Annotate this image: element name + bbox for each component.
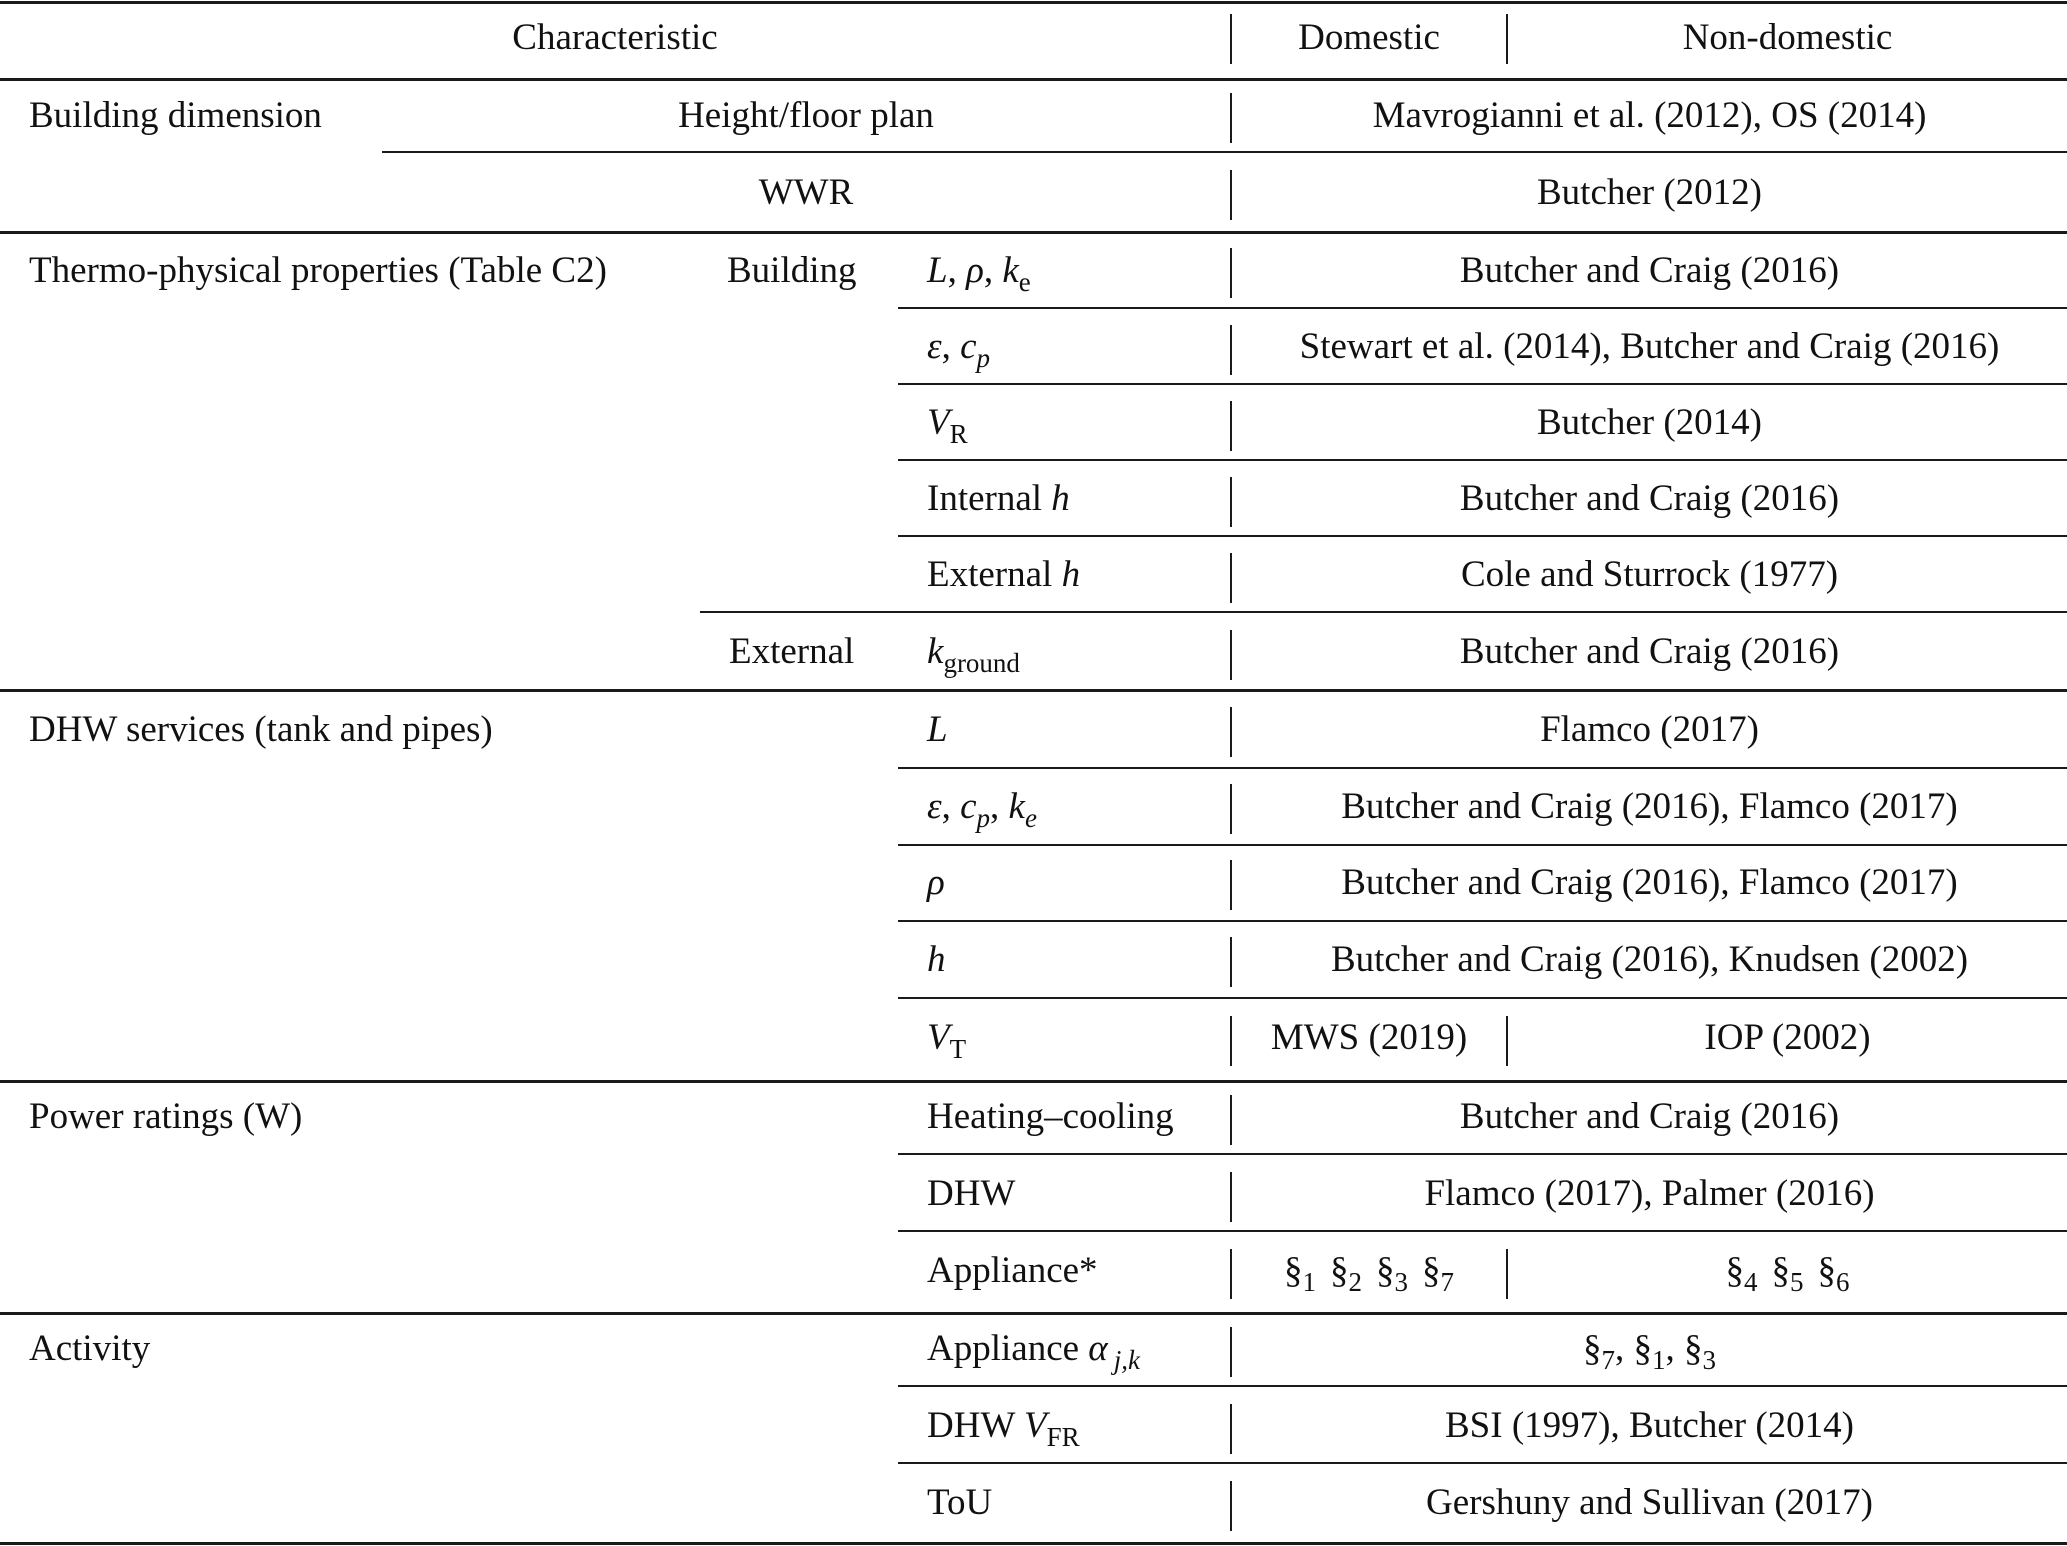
rule <box>382 151 2067 153</box>
source-k-ground: Butcher and Craig (2016) <box>1459 631 1840 672</box>
source-dhw-vfr: BSI (1997), Butcher (2014) <box>1445 1405 1854 1446</box>
param-dhw-eps-cp-ke <box>927 785 1037 833</box>
source-dhw-vt-non-domestic: IOP (2002) <box>1704 1017 1871 1058</box>
source-appliance-domestic <box>1232 1249 1506 1297</box>
section-number: 5 <box>1790 1267 1804 1297</box>
header-characteristic: Characteristic <box>512 17 718 58</box>
source-heating-cooling: Butcher and Craig (2016) <box>1459 1096 1840 1137</box>
rule <box>898 1385 2067 1387</box>
param-dhw-l <box>927 708 948 752</box>
group-activity: Activity <box>29 1328 151 1369</box>
section-ref <box>1376 1250 1408 1297</box>
section-ref <box>1284 1250 1316 1297</box>
rule <box>898 1462 2067 1464</box>
source-appliance-alpha <box>1232 1327 2067 1375</box>
source-dhw-h: Butcher and Craig (2016), Knudsen (2002) <box>1330 939 1969 980</box>
symbol: L <box>927 250 948 291</box>
rule-section <box>0 689 2067 692</box>
section-number: 3 <box>1394 1267 1408 1297</box>
rule-top <box>0 1 2067 4</box>
section-sign: § <box>1771 1250 1790 1291</box>
section-number: 6 <box>1836 1267 1850 1297</box>
source-appliance-non-domestic <box>1508 1249 2067 1297</box>
param-appliance: Appliance* <box>927 1250 1098 1291</box>
param-power-dhw: DHW <box>927 1173 1016 1214</box>
separator: , <box>941 326 961 367</box>
subscript: FR <box>1046 1422 1080 1452</box>
source-wwr: Butcher (2012) <box>1536 172 1763 213</box>
rule-section <box>0 1080 2067 1083</box>
section-number: 1 <box>1652 1345 1666 1375</box>
section-sign: § <box>1817 1250 1836 1291</box>
section-sign: § <box>1284 1250 1303 1291</box>
section-ref <box>1684 1328 1716 1375</box>
rule-section <box>0 231 2067 234</box>
group-dhw-services: DHW services (tank and pipes) <box>29 709 493 750</box>
separator: , <box>990 786 1009 827</box>
subscript: ground <box>943 648 1020 678</box>
rule <box>898 1230 2067 1232</box>
rule <box>898 307 2067 309</box>
group-building-dimension: Building dimension <box>29 95 322 136</box>
symbol: V <box>1023 1405 1047 1446</box>
param-internal-h <box>927 477 1070 521</box>
source-l-rho-ke: Butcher and Craig (2016) <box>1459 250 1840 291</box>
section-ref <box>1422 1250 1454 1297</box>
source-height-floor-plan: Mavrogianni et al. (2012), OS (2014) <box>1372 95 1927 136</box>
group-thermo-physical: Thermo-physical properties (Table C2) <box>29 250 607 291</box>
section-sign: § <box>1633 1328 1652 1369</box>
symbol: ε <box>927 786 942 827</box>
subscript: j,k <box>1113 1345 1140 1375</box>
section-sign: § <box>1684 1328 1703 1369</box>
source-tou: Gershuny and Sullivan (2017) <box>1425 1482 1874 1523</box>
rule-bottom <box>0 1542 2067 1545</box>
param-height-floor-plan: Height/floor plan <box>678 95 934 136</box>
label: DHW <box>927 1405 1024 1446</box>
source-dhw-rho: Butcher and Craig (2016), Flamco (2017) <box>1341 862 1958 903</box>
rule-header <box>0 78 2067 81</box>
symbol: k <box>1008 786 1025 827</box>
section-sign: § <box>1583 1328 1602 1369</box>
rule-section <box>0 1312 2067 1315</box>
separator: , <box>1665 1328 1684 1369</box>
param-dhw-vfr <box>927 1404 1080 1452</box>
source-power-dhw: Flamco (2017), Palmer (2016) <box>1424 1173 1875 1214</box>
label: Internal <box>927 478 1052 519</box>
symbol: c <box>960 786 977 827</box>
rule <box>898 997 2067 999</box>
subscript: R <box>949 419 968 449</box>
symbol: V <box>927 1017 950 1058</box>
symbol: c <box>960 326 977 367</box>
subscript: T <box>949 1034 967 1064</box>
section-ref <box>1583 1328 1634 1375</box>
subscript: p <box>976 343 991 373</box>
header-non-domestic: Non-domestic <box>1682 17 1893 58</box>
source-dhw-eps-cp-ke: Butcher and Craig (2016), Flamco (2017) <box>1341 786 1958 827</box>
symbol: h <box>1061 554 1081 595</box>
section-sign: § <box>1725 1250 1744 1291</box>
header-domestic: Domestic <box>1298 17 1440 58</box>
symbol: α <box>1088 1328 1108 1369</box>
section-ref <box>1725 1250 1758 1297</box>
source-eps-cp: Stewart et al. (2014), Butcher and Craig (2016) <box>1299 326 2000 367</box>
symbol: ε <box>927 326 942 367</box>
source-external-h: Cole and Sturrock (1977) <box>1460 554 1839 595</box>
symbol: L <box>927 709 948 750</box>
rule <box>898 1153 2067 1155</box>
section-number: 7 <box>1601 1345 1615 1375</box>
param-vr <box>927 401 968 449</box>
rule <box>898 844 2067 846</box>
source-dhw-vt-domestic: MWS (2019) <box>1270 1017 1468 1058</box>
symbol: h <box>1051 478 1070 519</box>
source-vr: Butcher (2014) <box>1536 402 1763 443</box>
symbol: k <box>1002 250 1019 291</box>
subscript: e <box>1024 803 1037 833</box>
label: External <box>927 554 1062 595</box>
symbol: ρ <box>927 862 945 903</box>
param-appliance-alpha <box>927 1327 1140 1375</box>
section-number: 4 <box>1744 1267 1758 1297</box>
param-k-ground <box>927 630 1020 678</box>
section-number: 1 <box>1302 1267 1316 1297</box>
separator: , <box>941 786 961 827</box>
symbol: k <box>927 631 944 672</box>
separator: , <box>983 250 1003 291</box>
section-sign: § <box>1376 1250 1395 1291</box>
separator: , <box>947 250 967 291</box>
param-l-rho-ke <box>927 249 1031 297</box>
section-number: 7 <box>1440 1267 1454 1297</box>
section-ref <box>1771 1250 1804 1297</box>
param-tou: ToU <box>927 1482 993 1523</box>
rule <box>898 383 2067 385</box>
symbol: h <box>927 939 946 980</box>
param-eps-cp <box>927 325 991 373</box>
subgroup-external: External <box>729 631 855 672</box>
symbol: V <box>927 402 950 443</box>
param-dhw-vt <box>927 1016 967 1064</box>
subscript: e <box>1018 267 1031 297</box>
section-number: 3 <box>1702 1345 1716 1375</box>
source-dhw-l: Flamco (2017) <box>1540 709 1759 750</box>
symbol: ρ <box>966 250 984 291</box>
param-external-h <box>927 553 1080 597</box>
section-number: 2 <box>1348 1267 1362 1297</box>
rule <box>898 767 2067 769</box>
param-heating-cooling: Heating–cooling <box>927 1096 1174 1137</box>
group-power-ratings: Power ratings (W) <box>29 1096 303 1137</box>
source-internal-h: Butcher and Craig (2016) <box>1459 478 1840 519</box>
label: Appliance <box>927 1328 1089 1369</box>
param-wwr: WWR <box>758 172 854 213</box>
param-dhw-rho <box>927 861 945 905</box>
separator: , <box>1615 1328 1634 1369</box>
section-ref <box>1633 1328 1685 1375</box>
section-ref <box>1330 1250 1362 1297</box>
subscript: p <box>976 803 991 833</box>
rule <box>898 459 2067 461</box>
rule <box>700 611 2067 613</box>
section-ref <box>1817 1250 1850 1297</box>
rule <box>898 920 2067 922</box>
section-sign: § <box>1422 1250 1441 1291</box>
subgroup-building: Building <box>727 250 857 291</box>
param-dhw-h <box>927 938 946 982</box>
section-sign: § <box>1330 1250 1349 1291</box>
rule <box>898 535 2067 537</box>
